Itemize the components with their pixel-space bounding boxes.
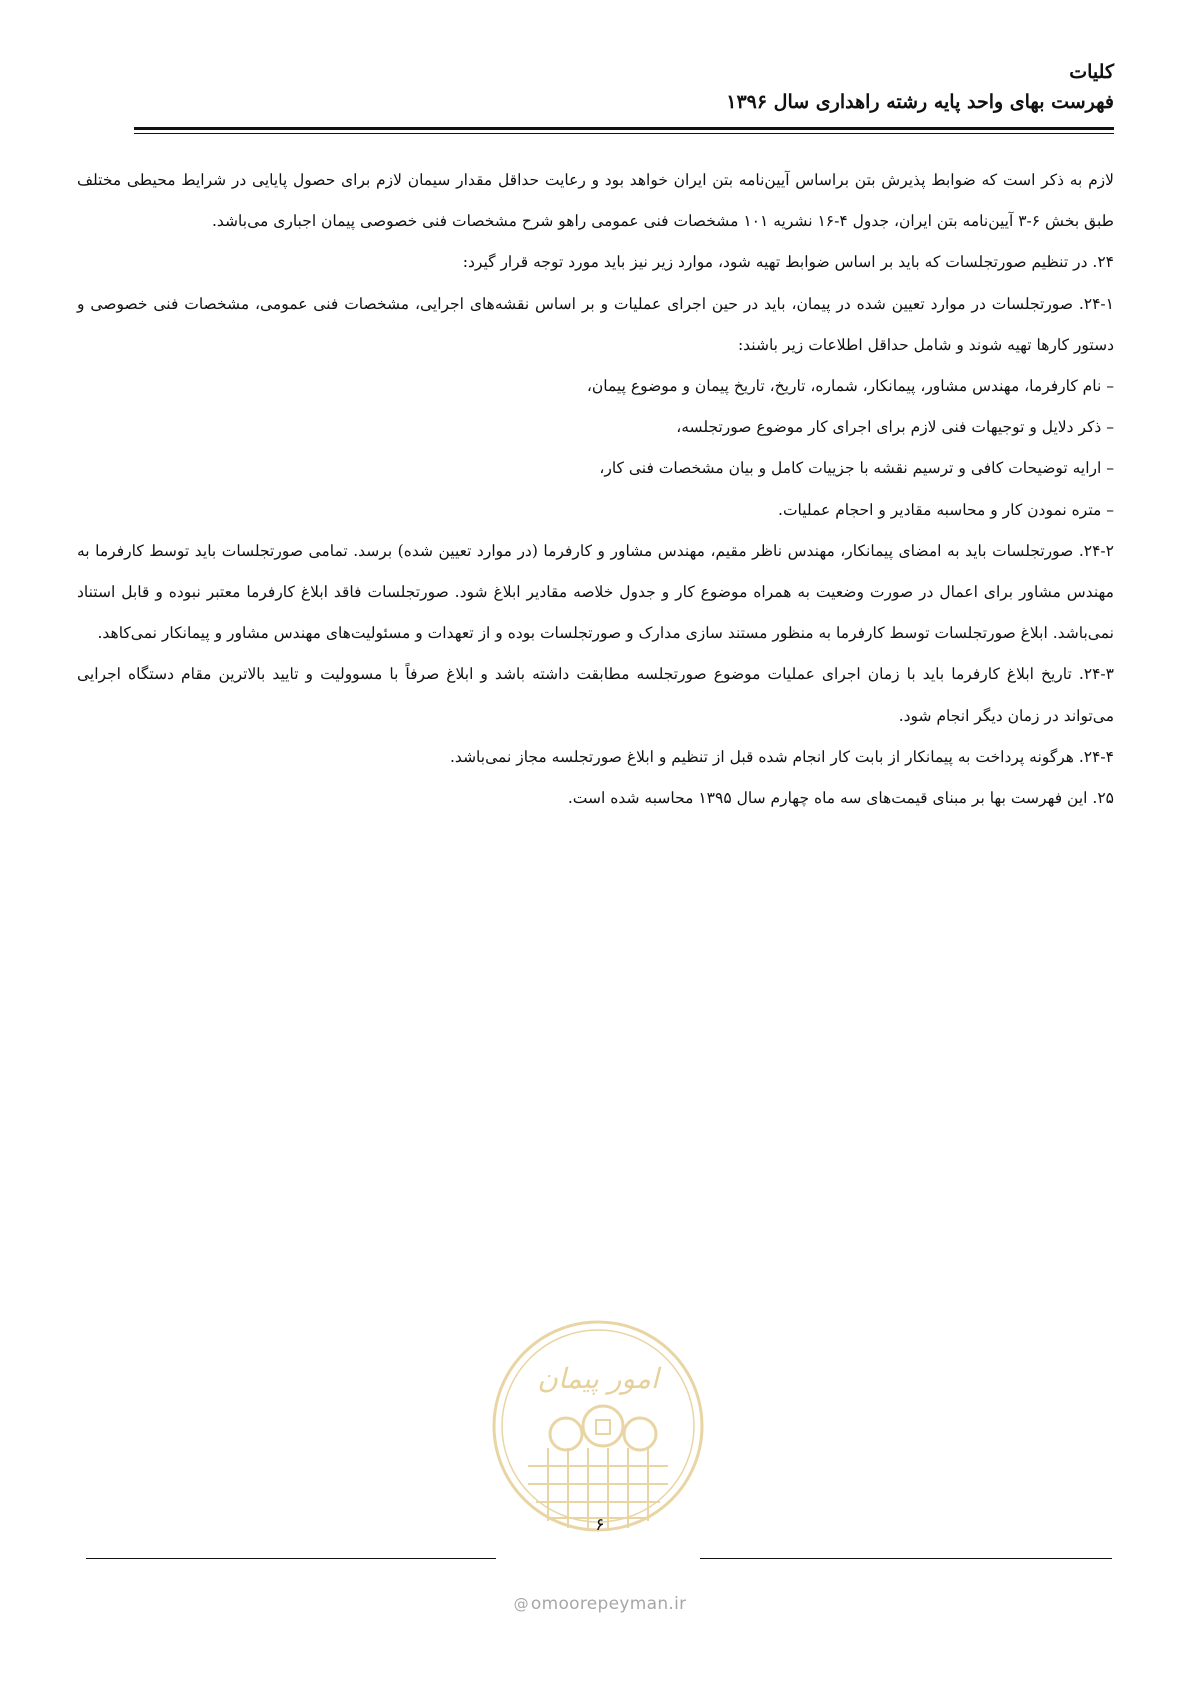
paragraph-24-4: ۲۴-۴. هرگونه پرداخت به پیمانکار از بابت کار انجام شده قبل از تنظیم و ابلاغ صورتجلسه مجاز نمی‌باشد.	[450, 747, 1114, 766]
bullet-item: – ارایه توضیحات کافی و ترسیم نقشه با جزییات کامل و بیان مشخصات فنی کار،	[599, 459, 1114, 478]
header-rule-thin	[134, 133, 1114, 134]
watermark-url	[490, 1594, 710, 1614]
bullet-item: – نام کارفرما، مهندس مشاور، پیمانکار، شماره، تاریخ، تاریخ پیمان و موضوع پیمان،	[586, 377, 1114, 396]
page-number: ۶	[595, 1515, 605, 1535]
section-title: کلیات	[1069, 61, 1114, 83]
paragraph-25: ۲۵. این فهرست بها بر مبنای قیمت‌های سه ماه چهارم سال ۱۳۹۵ محاسبه شده است.	[567, 789, 1114, 808]
footer-rule-right	[700, 1558, 1112, 1559]
document-body	[77, 160, 1114, 819]
paragraph-24-3: ۲۴-۳. تاریخ ابلاغ کارفرما باید با زمان اجرای عملیات موضوع صورتجلسه مطابقت داشته باشد و ابلاغ صرفاً با مسوولیت و تایید بالاترین مقام دستگاه اجرایی می‌تواند در زمان دیگر انجام شود.	[77, 665, 1114, 725]
paragraph-concrete: لازم به ذکر است که ضوابط پذیرش بتن براساس آیین‌نامه بتن ایران خواهد بود و رعایت حداقل مقدار سیمان لازم برای حصول پایایی در شرایط محیطی مختلف طبق بخش ۶-۳ آیین‌نامه بتن ایران، جدول ۴-۱۶ نشریه ۱۰۱ مشخصات فنی عمومی راهو شرح مشخصات فنی خصوصی پیمان اجباری می‌باشد.	[77, 171, 1114, 231]
footer-rule-left	[86, 1558, 496, 1559]
bullet-item: – ذکر دلایل و توجیهات فنی لازم برای اجرای کار موضوع صورتجلسه،	[676, 418, 1114, 437]
header-rule-thick	[134, 127, 1114, 130]
bullet-item: – متره نمودن کار و محاسبه مقادیر و احجام عملیات.	[778, 500, 1114, 519]
page-header	[77, 58, 1114, 118]
paragraph-24-2: ۲۴-۲. صورتجلسات باید به امضای پیمانکار، مهندس ناظر مقیم، مهندس مشاور و کارفرما (در موارد تعیین شده) برسد. تمامی صورتجلسات باید توسط کارفرما به مهندس مشاور برای اعمال در صورت وضعیت به همراه موضوع کار و جدول خلاصه مقادیر ابلاغ شود. صورتجلسات فاقد ابلاغ کارفرما معتبر نبوده و قابل استناد نمی‌باشد. ابلاغ صورتجلسات توسط کارفرما به منظور مستند سازی مدارک و صورتجلسات بوده و از تعهدات و مسئولیت‌های مهندس مشاور و پیمانکار نمی‌کاهد.	[77, 541, 1114, 643]
watermark-stamp-logo	[488, 1316, 708, 1536]
document-title: فهرست بهای واحد پایه رشته راهداری سال ۱۳۹۶	[726, 91, 1114, 113]
paragraph-24-1: ۲۴-۱. صورتجلسات در موارد تعیین شده در پیمان، باید در حین اجرای عملیات و بر اساس نقشه‌های اجرایی، مشخصات فنی عمومی، مشخصات فنی خصوصی و دستور کارها تهیه شوند و شامل حداقل اطلاعات زیر باشند:	[77, 294, 1114, 354]
watermark-url-text: omoorepeyman.ir	[530, 1594, 687, 1614]
paragraph-24: ۲۴. در تنظیم صورتجلسات که باید بر اساس ضوابط تهیه شود، موارد زیر نیز باید مورد توجه قرار گیرد:	[462, 253, 1114, 272]
stamp-text: امور پیمان	[537, 1362, 659, 1395]
at-icon: @	[513, 1595, 529, 1613]
